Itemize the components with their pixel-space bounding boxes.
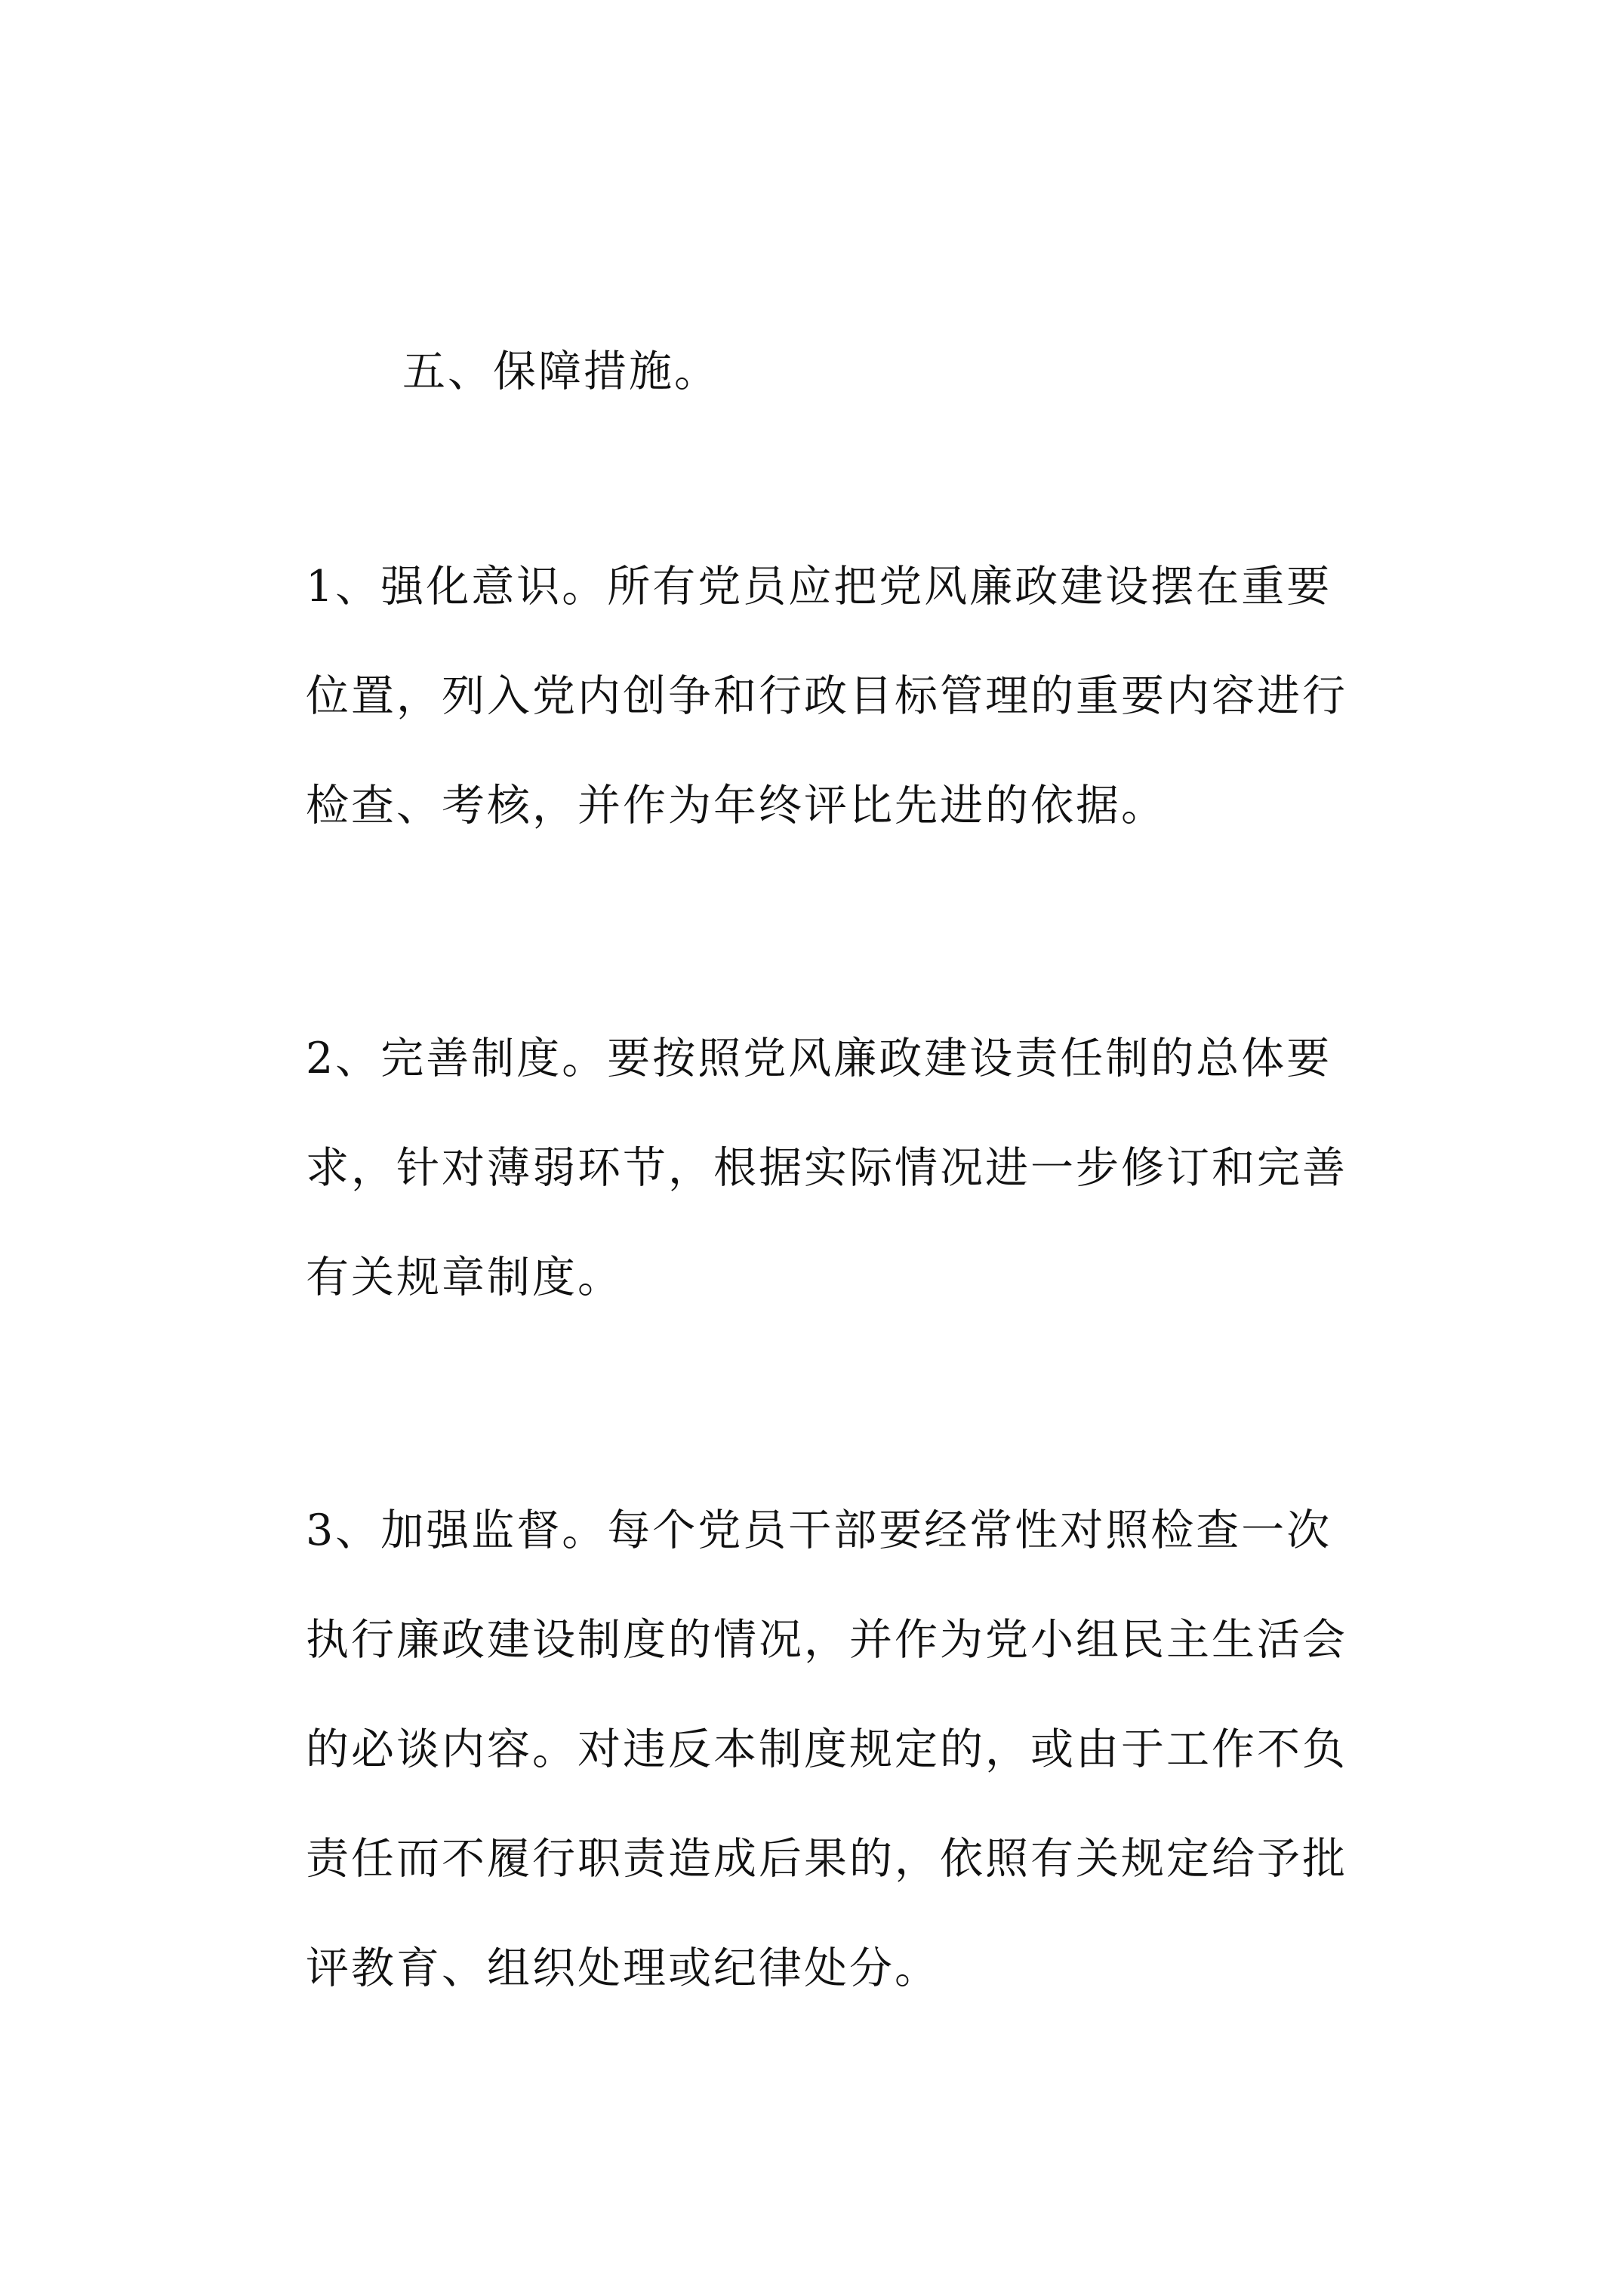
paragraph-line: 位置，列入党内创争和行政目标管理的重要内容进行 xyxy=(306,671,1347,721)
heading-text: 五、保障措施。 xyxy=(402,347,719,396)
paragraph-line: 评教育、组织处理或纪律处分。 xyxy=(306,1943,940,1993)
paragraph-line: 检查、考核，并作为年终评比先进的依据。 xyxy=(306,781,1166,831)
paragraph-line: 求，针对薄弱环节，根据实际情况进一步修订和完善 xyxy=(306,1143,1347,1193)
paragraph-line: 有关规章制度。 xyxy=(306,1253,623,1302)
paragraph-improve-system xyxy=(306,1004,1347,1333)
paragraph-line: 责任而不履行职责造成后果的，依照有关规定给予批 xyxy=(306,1834,1347,1884)
paragraph-line: 3、加强监督。每个党员干部要经常性对照检查一次 xyxy=(306,1505,1332,1555)
section-heading xyxy=(402,317,1429,427)
paragraph-line: 1、强化意识。所有党员应把党风廉政建设摆在重要 xyxy=(306,562,1332,612)
paragraph-line: 的必谈内容。对违反本制度规定的，或由于工作不负 xyxy=(306,1724,1347,1774)
paragraph-line: 执行廉政建设制度的情况，并作为党小组民主生活会 xyxy=(306,1615,1347,1665)
paragraph-strengthen-supervision xyxy=(306,1476,1347,2023)
paragraph-line: 2、完善制度。要按照党风廉政建设责任制的总体要 xyxy=(306,1034,1332,1083)
paragraph-strengthen-awareness xyxy=(306,532,1347,861)
